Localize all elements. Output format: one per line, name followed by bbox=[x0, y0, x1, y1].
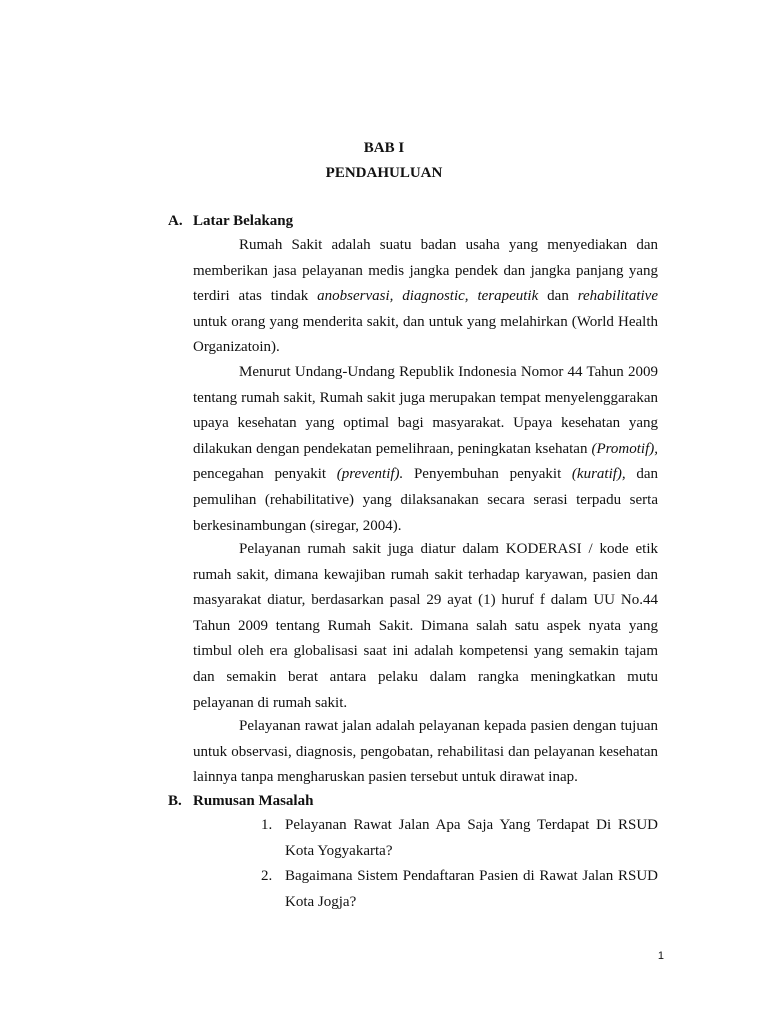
paragraph-1-italic-terms: anobservasi, diagnostic, terapeutik bbox=[317, 288, 539, 305]
section-b-marker: B. bbox=[168, 793, 182, 809]
section-a-marker: A. bbox=[168, 213, 183, 229]
chapter-label: BAB I bbox=[363, 140, 405, 156]
list-item bbox=[261, 864, 658, 915]
section-a-heading bbox=[168, 212, 293, 230]
paragraph-2-italic-preventif: (preventif). bbox=[336, 466, 404, 483]
list-item bbox=[261, 813, 658, 864]
paragraph-4: Pelayanan rawat jalan adalah pelayanan kepada pasien dengan tujuan untuk observasi, diagnosis, pengobatan, rehabilitasi dan pelayanan kesehatan lainnya tanpa mengharuskan pasien tersebut untuk dirawat inap. bbox=[193, 718, 658, 786]
paragraph-2-text-e: Penyembuhan penyakit bbox=[403, 466, 572, 483]
chapter-title: PENDAHULUAN bbox=[325, 165, 443, 181]
paragraph-2-text-a: Menurut Undang-Undang Republik Indonesia Nomor 44 Tahun 2009 tentang rumah sakit, Rumah sakit juga merupakan tempat menyelenggarakan upaya kesehatan yang optimal bagi masyarakat. Upaya kesehatan yang dilakukan dengan pendekatan pemelihraan, peningkatan ksehatan bbox=[193, 364, 658, 457]
problem-list bbox=[261, 813, 658, 915]
list-item-text: Pelayanan Rawat Jalan Apa Saja Yang Terdapat Di RSUD Kota Yogyakarta? bbox=[285, 817, 658, 859]
paragraph-2-italic-kuratif: (kuratif), bbox=[571, 466, 626, 483]
paragraph-2-text-g: dan pemulihan (rehabilitative) yang dilaksanakan secara serasi terpadu serta berkesinambungan (siregar, 2004). bbox=[193, 466, 658, 534]
section-b-heading bbox=[168, 792, 313, 810]
paragraph-1-text-a: Rumah Sakit adalah suatu badan usaha yang menyediakan dan memberikan jasa pelayanan medis jangka pendek dan jangka panjang yang terdiri atas tindak bbox=[193, 237, 658, 305]
list-item-text: Bagaimana Sistem Pendaftaran Pasien di Rawat Jalan RSUD Kota Jogja? bbox=[285, 868, 658, 910]
paragraph-2-italic-promotif: (Promotif), bbox=[591, 440, 658, 457]
paragraph-1 bbox=[193, 233, 658, 361]
section-a-title: Latar Belakang bbox=[193, 213, 294, 229]
paragraph-2-text-c: pencegahan penyakit bbox=[193, 466, 337, 483]
paragraph-1-text-c: dan bbox=[538, 288, 578, 305]
list-item-number: 1. bbox=[261, 817, 273, 833]
paragraph-1-text-e: untuk orang yang menderita sakit, dan untuk yang melahirkan (World Health Organizatoin). bbox=[193, 313, 658, 356]
list-item-number: 2. bbox=[261, 868, 273, 885]
paragraph-2 bbox=[193, 360, 658, 539]
section-b-title: Rumusan Masalah bbox=[193, 793, 314, 809]
page-number: 1 bbox=[657, 950, 664, 962]
paragraph-1-italic-rehab: rehabilitative bbox=[577, 288, 658, 305]
paragraph-3: Pelayanan rumah sakit juga diatur dalam KODERASI / kode etik rumah sakit, dimana kewajiban rumah sakit terhadap karyawan, pasien dan masyarakat diatur, berdasarkan pasal 29 ayat (1) huruf f dalam UU No.44 Tahun 2009 tentang Rumah Sakit. Dimana salah satu aspek nyata yang timbul oleh era globalisasi saat ini adalah kompetensi yang semakin tajam dan semakin berat antara pelaku dalam rangka meningkatkan mutu pelayanan di rumah sakit. bbox=[193, 541, 658, 711]
